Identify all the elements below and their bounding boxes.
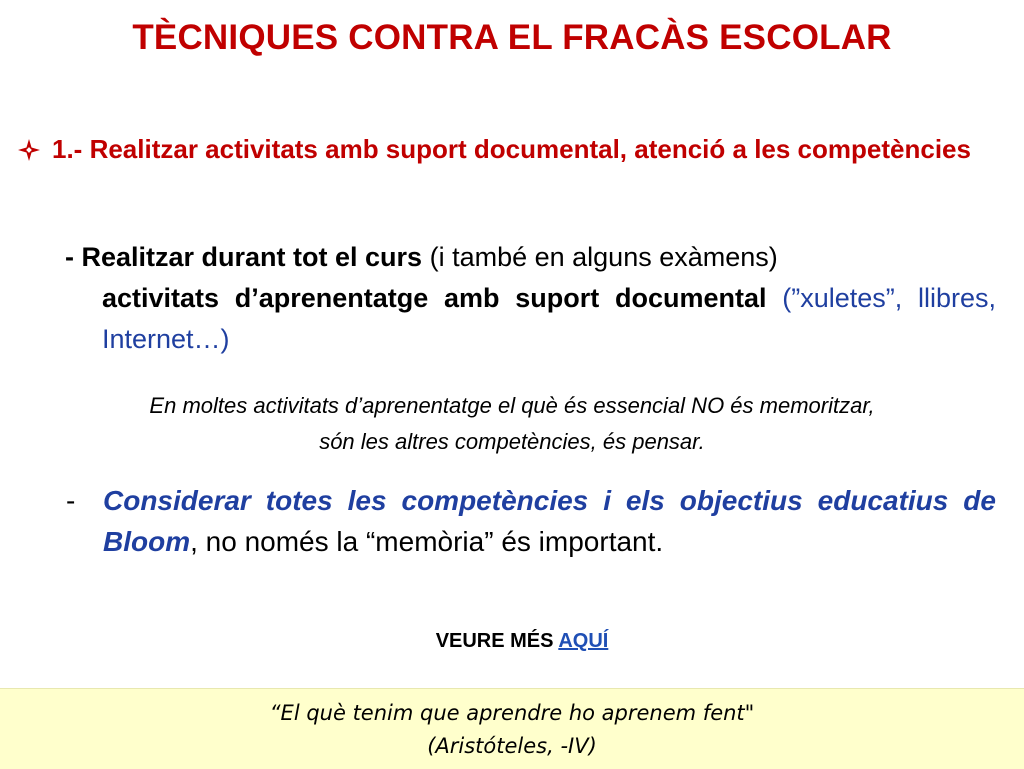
bold-tail-text: activitats d’aprenentatge amb suport documental	[102, 283, 767, 313]
see-more-link[interactable]: AQUÍ	[558, 630, 609, 652]
bold-lead-text: Realitzar durant tot el curs	[81, 242, 423, 272]
diamond-bullet-icon	[18, 139, 40, 161]
footer-author: (Aristóteles, -IV)	[427, 734, 597, 758]
dash-marker: -	[65, 242, 82, 272]
emphasis-line-1: En moltes activitats d’aprenentatge el què és essencial NO és memoritzar,	[149, 393, 875, 418]
paragraph-activities	[65, 237, 996, 360]
see-more-row	[0, 630, 1024, 653]
emphasis-line-2: són les altres competències, és pensar.	[319, 429, 705, 454]
dash-marker: -	[66, 485, 76, 516]
see-more-label: VEURE MÉS	[435, 630, 559, 652]
rest-text: , no només la “memòria” és important.	[190, 526, 664, 557]
footer-quote-box	[0, 688, 1024, 769]
paragraph-competencies	[66, 480, 996, 562]
bullet-text: 1.- Realitzar activitats amb suport documental, atenció a les competències	[52, 134, 971, 164]
footer-quote: “El què tenim que aprendre ho aprenem fent"	[269, 701, 755, 725]
bullet-point-1	[18, 130, 996, 168]
blue-paren-text: (”xuletes”, llibres, Internet…)	[102, 283, 996, 354]
emphasis-note	[20, 388, 1004, 460]
normal-mid-text: (i també en alguns exàmens)	[422, 242, 778, 272]
slide-title: TÈCNIQUES CONTRA EL FRACÀS ESCOLAR	[132, 18, 892, 57]
competencies-text	[103, 480, 996, 562]
indented-continuation	[65, 278, 996, 360]
bloom-emphasis-text: Considerar totes les competències i els objectius educatius de Bloom	[103, 485, 996, 557]
